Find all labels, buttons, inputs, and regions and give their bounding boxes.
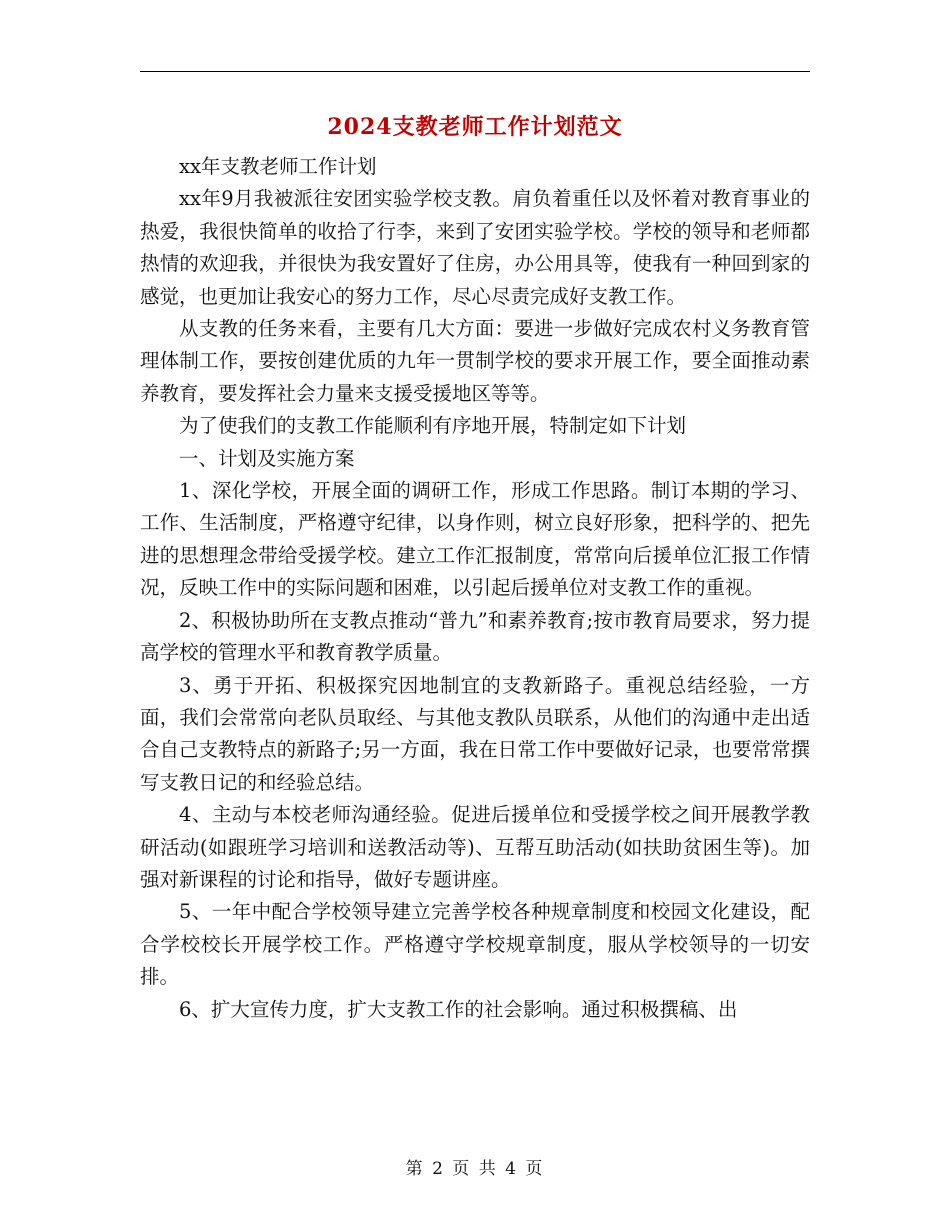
paragraph-purpose: 为了使我们的支教工作能顺利有序地开展，特制定如下计划 (179, 414, 687, 438)
document-body (140, 151, 810, 1026)
list-item-2: 2、积极协助所在支教点推动“普九”和素养教育;按市教育局要求，努力提高学校的管理水平和教育教学质量。 (140, 608, 810, 665)
section-heading-1: 一、计划及实施方案 (179, 446, 355, 470)
paragraph-intro: xx年9月我被派往安团实验学校支教。肩负着重任以及怀着对教育事业的热爱，我很快简单的收拾了行李，来到了安团实验学校。学校的领导和老师都热情的欢迎我，并很快为我安置好了住房，办公用具等，使我有一种回到家的感觉，也更加让我安心的努力工作，尽心尽责完成好支教工作。 (140, 187, 810, 308)
list-item-5: 5、一年中配合学校领导建立完善学校各种规章制度和校园文化建设，配合学校校长开展学校工作。严格遵守学校规章制度，服从学校领导的一切安排。 (140, 900, 810, 989)
page-footer: 第 2 页 共 4 页 (405, 1159, 545, 1179)
paragraph-tasks: 从支教的任务来看，主要有几大方面：要进一步做好完成农村义务教育管理体制工作，要按创建优质的九年一贯制学校的要求开展工作，要全面推动素养教育，要发挥社会力量来支援受援地区等等。 (140, 317, 810, 405)
list-item-4: 4、主动与本校老师沟通经验。促进后援单位和受援学校之间开展教学教研活动(如跟班学习培训和送教活动等)、互帮互助活动(如扶助贫困生等)。加强对新课程的讨论和指导，做好专题讲座。 (140, 803, 810, 891)
paragraph-heading-plan: xx年支教老师工作计划 (179, 155, 377, 178)
list-item-6: 6、扩大宣传力度，扩大支教工作的社会影响。通过积极撰稿、出 (179, 997, 738, 1021)
list-item-1: 1、深化学校，开展全面的调研工作，形成工作思路。制订本期的学习、工作、生活制度，严格遵守纪律，以身作则，树立良好形象，把科学的、把先进的思想理念带给受援学校。建立工作汇报制度，常常向后援单位汇报工作情况，反映工作中的实际问题和困难，以引起后援单位对支教工作的重视。 (140, 479, 810, 600)
document-title: 2024支教老师工作计划范文 (327, 114, 623, 140)
header-rule (140, 71, 810, 72)
list-item-3: 3、勇于开拓、积极探究因地制宜的支教新路子。重视总结经验，一方面，我们会常常向老队员取经、与其他支教队员联系，从他们的沟通中走出适合自己支教特点的新路子;另一方面，我在日常工作中要做好记录，也要常常撰写支教日记的和经验总结。 (140, 673, 810, 794)
